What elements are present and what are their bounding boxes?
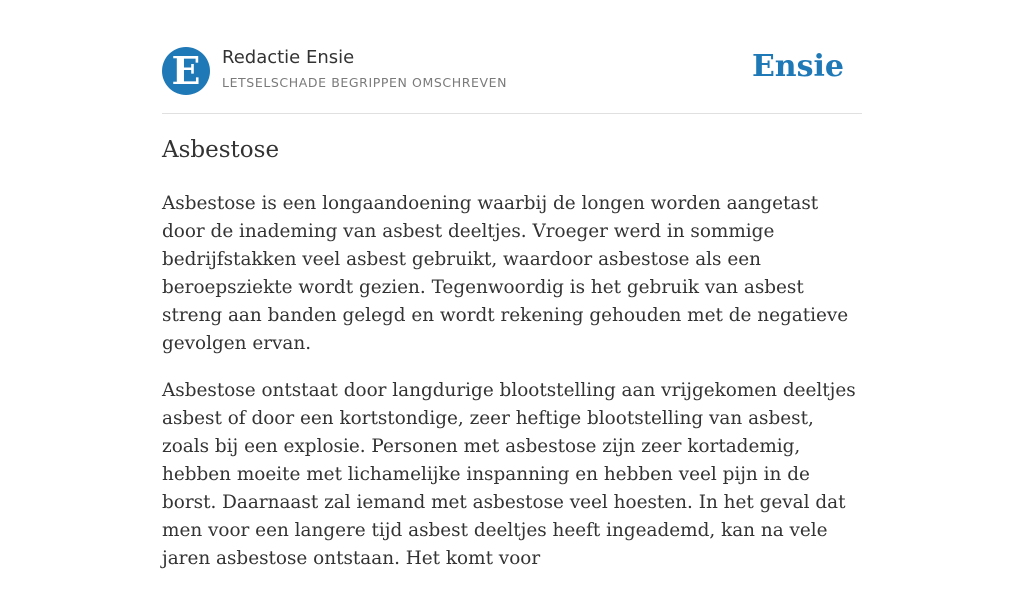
author-name[interactable]: Redactie Ensie: [222, 47, 355, 68]
header: [162, 45, 862, 97]
brand-logo[interactable]: Ensie: [751, 49, 844, 84]
paragraph-2: Asbestose ontstaat door langdurige blootstelling aan vrijgekomen deeltjes asbest of door een kortstondige, zeer heftige blootstelling van asbest, zoals bij een explosie. Personen met asbestose zijn zeer kortademig, hebben moeite met lichamelijke inspanning en hebben veel pijn in de borst. Daarnaast zal iemand met asbestose veel hoesten. In het geval dat men voor een langere tijd asbest deeltjes heeft ingeademd, kan na vele jaren asbestose ontstaan. Het komt voor: [162, 380, 856, 569]
article-body: [162, 190, 862, 592]
article-title: Asbestose: [162, 137, 280, 163]
paragraph-1: Asbestose is een longaandoening waarbij de longen worden aangetast door de inademing van asbest deeltjes. Vroeger werd in sommige bedrijfstakken veel asbest gebruikt, waardoor asbestose als een beroepsziekte wordt gezien. Tegenwoordig is het gebruik van asbest streng aan banden gelegd en wordt rekening gehouden met de negatieve gevolgen ervan.: [162, 193, 849, 354]
header-divider: [162, 113, 862, 114]
author-subtitle: LETSELSCHADE BEGRIPPEN OMSCHREVEN: [222, 75, 508, 90]
ensie-logo-icon[interactable]: E: [162, 47, 210, 95]
